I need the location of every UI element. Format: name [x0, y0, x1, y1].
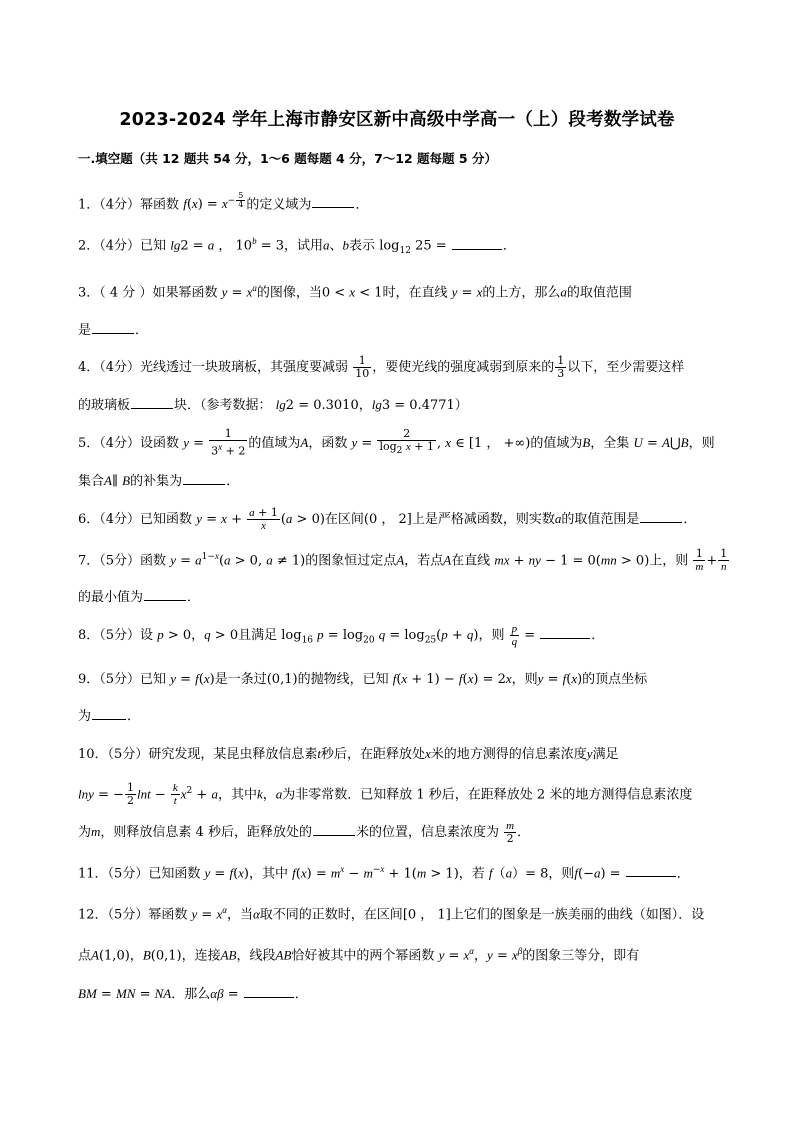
- answer-blank[interactable]: [92, 321, 134, 334]
- question-7: 7．（5分）函数 $y = a^{1-x}(a > 0$, a ≠ 1)的图象恒过定点A，若点A在直线 mx + ny − 1 = 0(mn > 0)上，则 $\frac{1}{m}$ + $\frac{1}{n}$: [78, 546, 728, 573]
- answer-blank[interactable]: [312, 195, 354, 208]
- question-4-cont: 的玻璃板 块．（参考数据： lg2 = 0.3010，lg3 = 0.4771）: [78, 396, 468, 413]
- answer-blank[interactable]: [92, 707, 126, 720]
- question-12-cont1: 点A(1,0)，B(0,1)，连接AB，线段AB恰好被其中的两个幂函数 $y = x^\alpha$，$y = x^\beta$的图象三等分，即有: [78, 946, 640, 964]
- question-12-cont2: BM = MN = NA．那么αβ = ．: [78, 985, 308, 1002]
- question-12: 12．（5分）幂函数 $y = x^\alpha$，当α取不同的正数时，在区间[0 ， 1]上它们的图象是一族美丽的曲线（如图）．设: [78, 905, 705, 923]
- answer-blank[interactable]: [626, 864, 676, 877]
- question-4: 4．（4分）光线透过一块玻璃板，其强度要减弱 $\frac{1}{10}$ ，要使光线的强度减弱到原来的 $\frac{1}{3}$ 以下，至少需要这样: [78, 353, 685, 380]
- question-5-cont: 集合A∥ B的补集为 ．: [78, 472, 240, 489]
- question-2: 2．（4分）已知 lg2 = a ， $10^b = 3$，试用a、b表示 $\log_{12} 25$ = ．: [78, 236, 516, 257]
- math-expr: $f(x) = x^{- \frac{5}{4}}$: [183, 191, 244, 213]
- question-3-cont: 是 ．: [78, 322, 149, 338]
- question-5: 5．（4分）设函数 y = $\frac{1}{3^x + 2}$ 的值域为A，函数 y = $\frac{2}{\log_2 x + 1}$ , x ∈ [1 ， +∞)的值域为B，全集 U = A⋃B，则: [78, 427, 715, 458]
- answer-blank[interactable]: [313, 823, 355, 836]
- answer-blank[interactable]: [144, 588, 186, 601]
- question-10: 10．（5分）研究发现，某昆虫释放信息素t秒后，在距释放处x米的地方测得的信息素浓度y满足: [78, 745, 619, 762]
- question-6: 6．（4分）已知函数 y = x + $\frac{a + 1}{x}$ (a > 0)在区间(0 ， 2]上是严格减函数，则实数a的取值范围是 ．: [78, 505, 697, 532]
- question-11: 11．（5分）已知函数 y = f(x)，其中 $f(x) = m^x - m^{-x} + 1(m > 1)$，若 f（a）= 8，则f(−a) = ．: [78, 863, 690, 882]
- answer-blank[interactable]: [183, 472, 225, 485]
- question-3: 3．（ 4 分 ）如果幂函数 $y = x^a$的图像，当0 < x < 1时，在直线 y = x的上方，那么a的取值范围: [78, 283, 632, 301]
- answer-blank[interactable]: [640, 510, 682, 523]
- question-1: 1．（4分）幂函数 $f(x) = x^{- \frac{5}{4}}$ 的定义域为 ．: [78, 191, 369, 213]
- answer-blank[interactable]: [452, 237, 502, 250]
- question-8: 8．（5分）设 p > 0，q > 0且满足 $\log_{16} p = \log_{20} q = \log_{25}(p + q)$，则 $\frac{p}{q}$ = ．: [78, 622, 605, 648]
- answer-blank[interactable]: [540, 626, 590, 639]
- answer-blank[interactable]: [244, 985, 294, 998]
- question-10-cont1: lny = − $\frac{1}{2}$ lnt − $\frac{k}{t}$ $x^2 + a$，其中k，a为非零常数．已知释放 1 秒后，在距释放处 2 米的地方测得信息素浓度: [78, 780, 693, 807]
- question-10-cont2: 为m，则释放信息素 4 秒后，距释放处的 米的位置，信息素浓度为 $\frac{m}{2}$ ．: [78, 819, 531, 845]
- answer-blank[interactable]: [131, 396, 173, 409]
- section-heading: 一.填空题（共 12 题共 54 分，1～6 题每题 4 分，7～12 题每题 5 分）: [78, 151, 497, 166]
- exam-title: 2023-2024 学年上海市静安区新中高级中学高一（上）段考数学试卷: [119, 110, 675, 130]
- question-9: 9．（5分）已知 y = f(x)是一条过(0,1)的抛物线，已知 f(x + 1) − f(x) = 2x，则y = f(x)的顶点坐标: [78, 670, 648, 687]
- question-7-cont: 的最小值为 ．: [78, 589, 201, 605]
- question-9-cont: 为 ．: [78, 708, 141, 724]
